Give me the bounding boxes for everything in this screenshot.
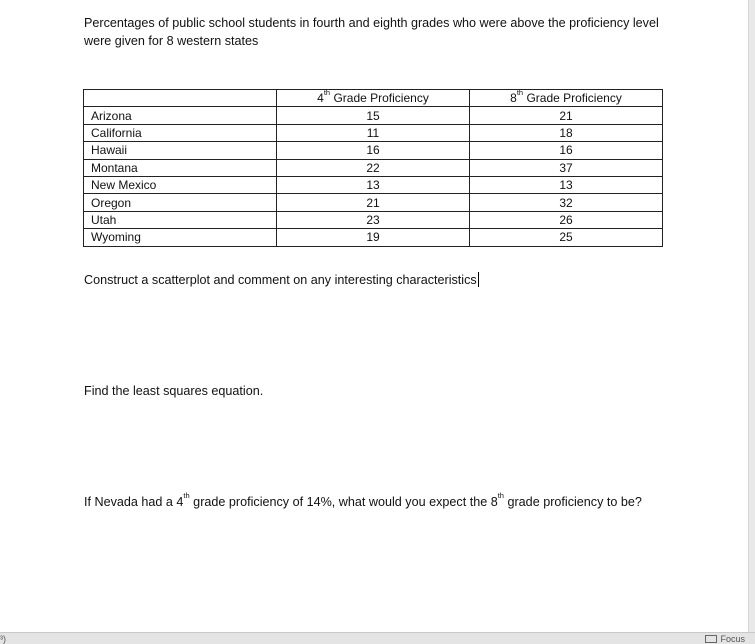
table-row <box>84 211 663 228</box>
grade8-cell: 13 <box>470 176 663 193</box>
question-nevada: If Nevada had a 4th grade proficiency of 14%, what would you expect the 8th grade proficiency to be? <box>84 491 642 509</box>
grade4-cell: 11 <box>277 124 470 141</box>
table-row <box>84 176 663 193</box>
table-row <box>84 107 663 124</box>
grade4-cell: 22 <box>277 159 470 176</box>
status-left-text: ³) <box>0 634 6 644</box>
header-grade8: 8th Grade Proficiency <box>470 90 663 107</box>
status-bar <box>0 632 755 644</box>
table-row <box>84 159 663 176</box>
header-grade4: 4th Grade Proficiency <box>277 90 470 107</box>
grade4-cell: 13 <box>277 176 470 193</box>
table-header-row <box>84 90 663 107</box>
grade8-cell: 21 <box>470 107 663 124</box>
state-cell: California <box>84 124 277 141</box>
focus-label: Focus <box>720 634 745 644</box>
state-cell: Hawaii <box>84 142 277 159</box>
grade4-cell: 16 <box>277 142 470 159</box>
table-row <box>84 194 663 211</box>
state-cell: Arizona <box>84 107 277 124</box>
header-state <box>84 90 277 107</box>
state-cell: Utah <box>84 211 277 228</box>
grade8-cell: 25 <box>470 229 663 246</box>
table-row <box>84 124 663 141</box>
question-scatterplot[interactable] <box>84 271 479 289</box>
text-cursor <box>478 272 479 287</box>
state-cell: Montana <box>84 159 277 176</box>
table-row <box>84 142 663 159</box>
proficiency-table <box>83 89 663 247</box>
vertical-scrollbar[interactable] <box>748 0 755 632</box>
grade8-cell: 37 <box>470 159 663 176</box>
grade4-cell: 21 <box>277 194 470 211</box>
intro-paragraph: Percentages of public school students in fourth and eighth grades who were above the proficiency level were given for 8 western states <box>84 16 659 48</box>
grade4-cell: 23 <box>277 211 470 228</box>
state-cell: Oregon <box>84 194 277 211</box>
table-row <box>84 229 663 246</box>
focus-icon <box>705 635 717 643</box>
grade8-cell: 18 <box>470 124 663 141</box>
state-cell: Wyoming <box>84 229 277 246</box>
question-scatterplot-text: Construct a scatterplot and comment on any interesting characteristics <box>84 273 477 287</box>
grade8-cell: 16 <box>470 142 663 159</box>
grade4-cell: 19 <box>277 229 470 246</box>
grade8-cell: 26 <box>470 211 663 228</box>
state-cell: New Mexico <box>84 176 277 193</box>
grade8-cell: 32 <box>470 194 663 211</box>
grade4-cell: 15 <box>277 107 470 124</box>
question-least-squares: Find the least squares equation. <box>84 384 264 398</box>
